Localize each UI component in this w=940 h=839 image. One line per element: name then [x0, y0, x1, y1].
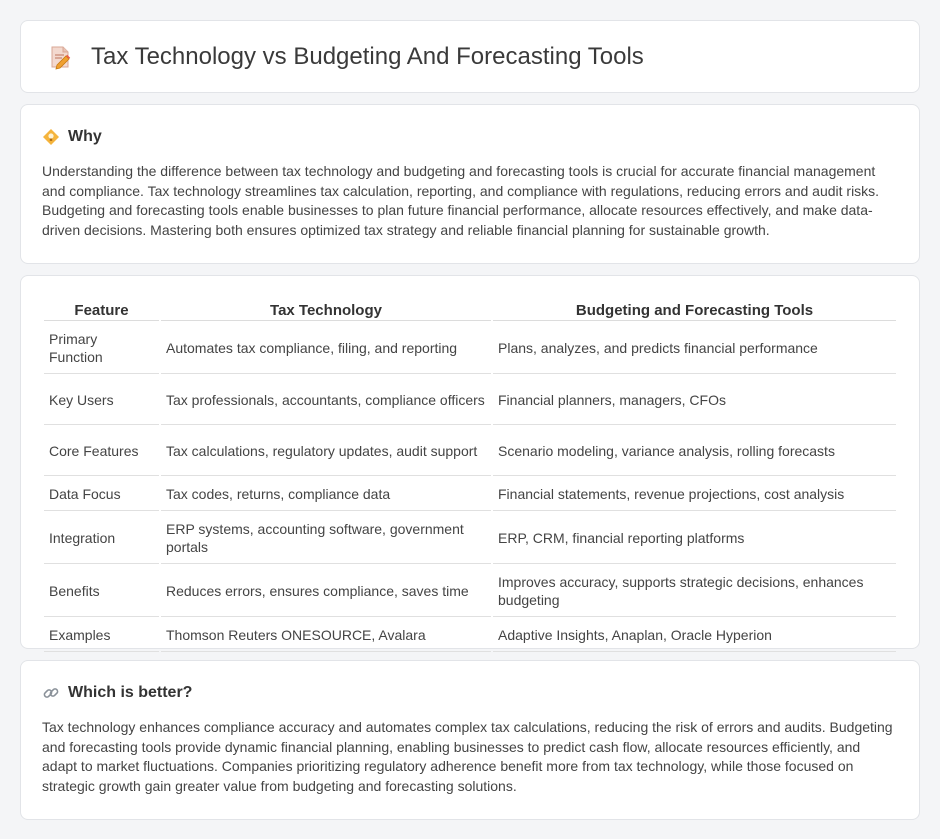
title-card [20, 20, 920, 93]
budget-cell: Adaptive Insights, Anaplan, Oracle Hyperion [493, 619, 896, 652]
header-tax-technology: Tax Technology [161, 300, 491, 321]
table-row [44, 566, 896, 617]
tax-cell: Thomson Reuters ONESOURCE, Avalara [161, 619, 491, 652]
tax-cell: Tax calculations, regulatory updates, audit support [161, 427, 491, 476]
feature-cell: Primary Function [44, 323, 159, 374]
which-is-better-section [20, 660, 920, 820]
which-is-better-text: Tax technology enhances compliance accuracy and automates complex tax calculations, reducing the risk of errors and audits. Budgeting and forecasting tools provide dynamic financial planning, enabling businesses to predict cash flow, allocate resources efficiently, and adapt to market fluctuations. Companies prioritizing regulatory adherence benefit more from tax technology, while those focused on strategic growth gain greater value from budgeting and forecasting solutions. [42, 719, 893, 794]
budget-cell: ERP, CRM, financial reporting platforms [493, 513, 896, 564]
tax-cell: Reduces errors, ensures compliance, saves time [161, 566, 491, 617]
why-text: Understanding the difference between tax technology and budgeting and forecasting tools is crucial for accurate financial management and compliance. Tax technology streamlines tax calculation, reporting, and compliance with regulations, reducing errors and audit risks. Budgeting and forecasting tools enable businesses to plan future financial performance, allocate resources effectively, and make data-driven decisions. Mastering both ensures optimized tax strategy and reliable financial planning for sustainable growth. [42, 163, 880, 238]
which-is-better-heading [42, 683, 898, 703]
tax-cell: Tax professionals, accountants, compliance officers [161, 376, 491, 425]
budget-cell: Plans, analyzes, and predicts financial performance [493, 323, 896, 374]
comparison-card [20, 275, 920, 649]
budget-cell: Improves accuracy, supports strategic decisions, enhances budgeting [493, 566, 896, 617]
page-title: Tax Technology vs Budgeting And Forecasting Tools [91, 42, 644, 70]
header-budgeting-tools: Budgeting and Forecasting Tools [493, 300, 896, 321]
why-section [20, 104, 920, 264]
tax-cell: ERP systems, accounting software, government portals [161, 513, 491, 564]
budget-cell: Financial planners, managers, CFOs [493, 376, 896, 425]
why-title: Why [68, 128, 102, 145]
budget-cell: Scenario modeling, variance analysis, rolling forecasts [493, 427, 896, 476]
feature-cell: Examples [44, 619, 159, 652]
header-feature: Feature [44, 300, 159, 321]
feature-cell: Core Features [44, 427, 159, 476]
link-icon [42, 684, 60, 702]
lightbulb-diamond-icon [42, 128, 60, 146]
feature-cell: Integration [44, 513, 159, 564]
budget-cell: Financial statements, revenue projections, cost analysis [493, 478, 896, 511]
table-row [44, 376, 896, 425]
table-row [44, 513, 896, 564]
feature-cell: Benefits [44, 566, 159, 617]
table-row [44, 478, 896, 511]
document-pencil-icon [47, 44, 73, 70]
table-header-row [44, 300, 896, 321]
why-heading [42, 127, 898, 147]
table-row [44, 427, 896, 476]
tax-cell: Automates tax compliance, filing, and reporting [161, 323, 491, 374]
feature-cell: Key Users [44, 376, 159, 425]
table-row [44, 619, 896, 652]
which-is-better-title: Which is better? [68, 684, 193, 701]
table-row [44, 323, 896, 374]
tax-cell: Tax codes, returns, compliance data [161, 478, 491, 511]
comparison-table [42, 298, 898, 654]
feature-cell: Data Focus [44, 478, 159, 511]
